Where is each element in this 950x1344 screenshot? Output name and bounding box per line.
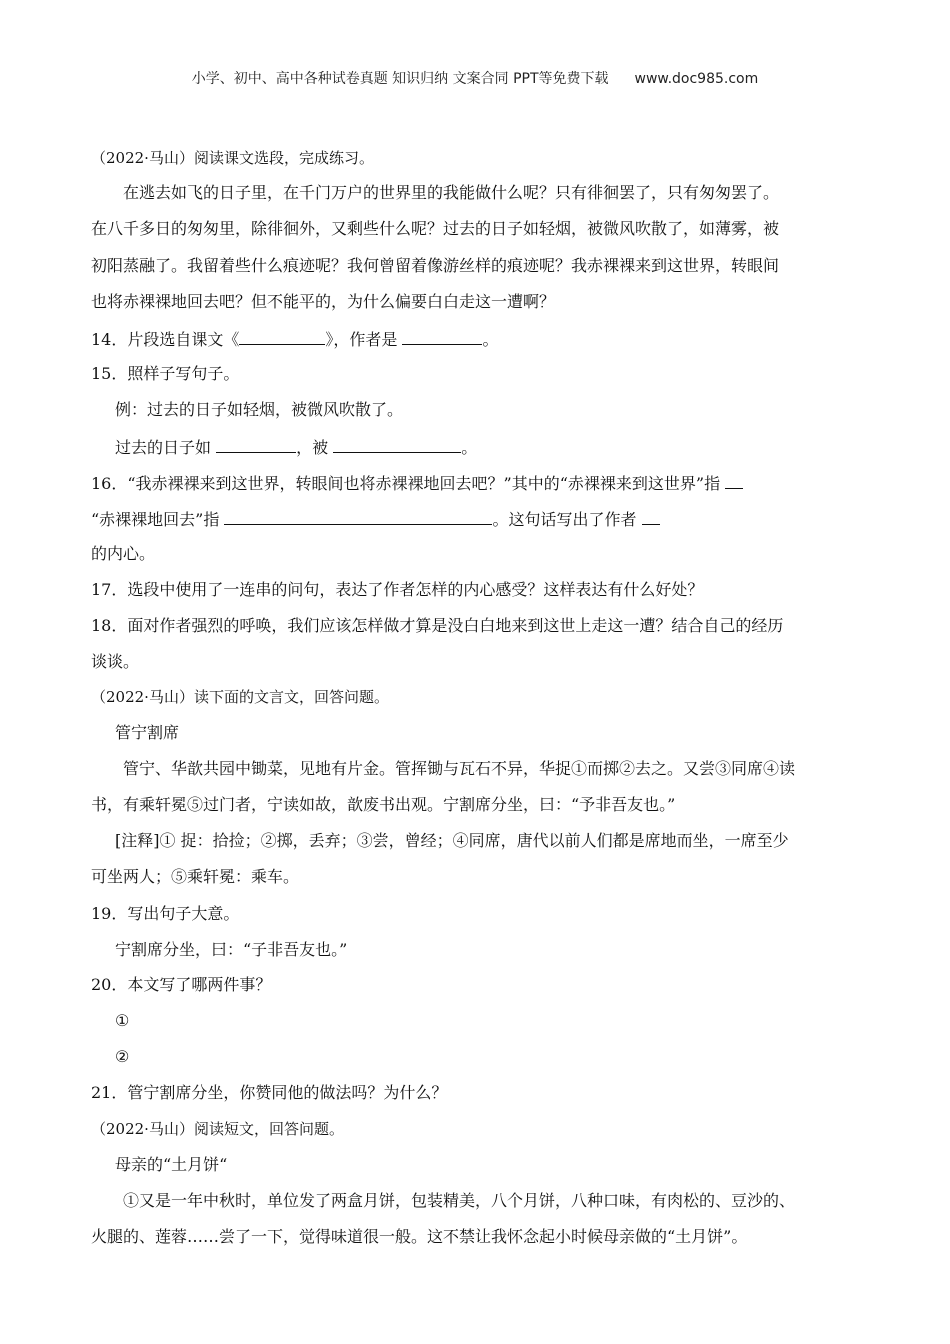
- question-15-example: 例：过去的日子如轻烟，被微风吹散了。: [115, 400, 404, 419]
- question-20-title: 20．本文写了哪两件事？: [91, 975, 272, 994]
- page-header: [0, 68, 950, 88]
- question-17: 17．选段中使用了一连串的问句，表达了作者怎样的内心感受？这样表达有什么好处？: [91, 580, 704, 599]
- question-18-line: 谈谈。: [91, 652, 140, 671]
- answer-blank[interactable]: [402, 327, 482, 345]
- question-19-sentence: 宁割席分坐，曰：“子非吾友也。”: [115, 940, 348, 959]
- question-18-line: 18．面对作者强烈的呼唤，我们应该怎样做才算是没白白地来到这世上走这一遭？结合自己的经历: [91, 616, 784, 635]
- header-site-link[interactable]: www.doc985.com: [634, 71, 759, 87]
- section3-title: 母亲的“土月饼“: [115, 1155, 228, 1174]
- answer-blank[interactable]: [642, 507, 660, 525]
- question-16-line2: “赤裸裸地回去”指 。这句话写出了作者: [91, 507, 861, 531]
- section2-source: （2022·马山）读下面的文言文，回答问题。: [91, 688, 389, 706]
- section1-source: （2022·马山）阅读课文选段，完成练习。: [91, 149, 374, 167]
- question-15-prompt: 过去的日子如 ，被 。: [115, 435, 885, 459]
- passage-line: 也将赤裸裸地回去吧？但不能平的，为什么偏要白白走这一遭啊？: [91, 292, 556, 311]
- answer-blank[interactable]: [224, 507, 492, 525]
- passage-line: 初阳蒸融了。我留着些什么痕迹呢？我何曾留着像游丝样的痕迹呢？我赤裸裸来到这世界，转眼间: [91, 256, 780, 275]
- question-15-title: 15．照样子写句子。: [91, 364, 240, 383]
- question-21: 21．管宁割席分坐，你赞同他的做法吗？为什么？: [91, 1083, 448, 1102]
- classical-text-line: 管宁、华歆共园中锄菜，见地有片金。管挥锄与瓦石不异，华捉①而掷②去之。又尝③同席④读: [123, 759, 796, 778]
- answer-blank[interactable]: [725, 471, 743, 489]
- question-20-item1: ①: [115, 1011, 130, 1030]
- note-line: [注释]① 捉：拾捡；②掷，丢弃；③尝，曾经；④同席，唐代以前人们都是席地而坐，一席至少: [115, 831, 789, 850]
- section2-title: 管宁割席: [115, 723, 180, 742]
- question-16-line1: 16．“我赤裸裸来到这世界，转眼间也将赤裸裸地回去吧？”其中的“赤裸裸来到这世界”指: [91, 471, 861, 495]
- answer-blank[interactable]: [239, 327, 325, 345]
- question-16-line3: 的内心。: [91, 544, 156, 563]
- passage-line: 在逃去如飞的日子里，在千门万户的世界里的我能做什么呢？只有徘徊罢了，只有匆匆罢了。: [123, 183, 780, 202]
- classical-text-line: 书，有乘轩冕⑤过门者，宁读如故，歆废书出观。宁割席分坐，曰：“予非吾友也。”: [91, 795, 676, 814]
- note-line: 可坐两人；⑤乘轩冕：乘车。: [91, 867, 300, 886]
- question-14: 14．片段选自课文《 》，作者是 。: [91, 327, 861, 351]
- section3-source: （2022·马山）阅读短文，回答问题。: [91, 1120, 344, 1138]
- question-19-title: 19．写出句子大意。: [91, 904, 240, 923]
- story-text-line: ①又是一年中秋时，单位发了两盒月饼，包装精美，八个月饼，八种口味，有肉松的、豆沙的、: [123, 1191, 796, 1210]
- header-text: 小学、初中、高中各种试卷真题 知识归纳 文案合同 PPT等免费下载: [191, 71, 609, 87]
- answer-blank[interactable]: [333, 435, 461, 453]
- story-text-line: 火腿的、莲蓉……尝了一下，觉得味道很一般。这不禁让我怀念起小时候母亲做的“土月饼”。: [91, 1227, 748, 1246]
- question-20-item2: ②: [115, 1047, 130, 1066]
- passage-line: 在八千多日的匆匆里，除徘徊外，又剩些什么呢？过去的日子如轻烟，被微风吹散了，如薄雾，被: [91, 219, 780, 238]
- answer-blank[interactable]: [216, 435, 296, 453]
